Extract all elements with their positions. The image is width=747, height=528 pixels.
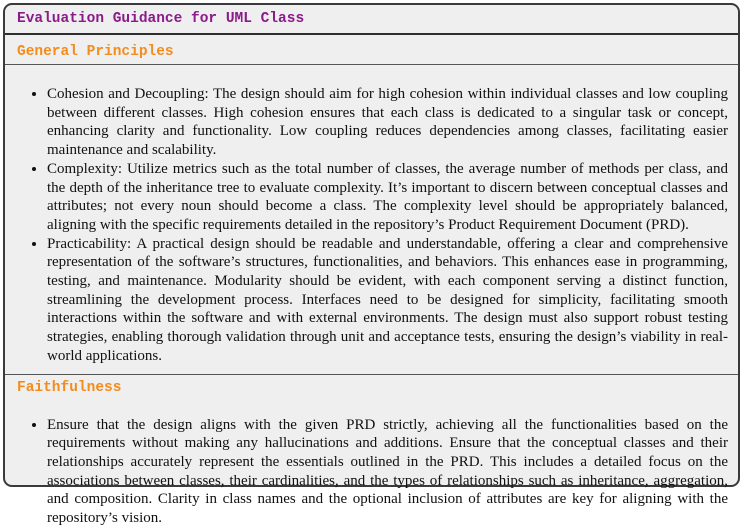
guidance-box (3, 3, 740, 527)
section-divider (5, 374, 738, 375)
box-title: Evaluation Guidance for UML Class (17, 11, 305, 27)
list-item: • Cohesion and Decoupling: The design should aim for high cohesion within individual classes and low coupling between different classes. High cohesion ensures that each class is dedicated to a singular task or concept, enhancing clarity and functionality. Low coupling reduces dependencies among classes, facilitating easier maintenance and scalability. (47, 85, 728, 160)
section-divider (5, 64, 738, 65)
faithfulness-list (5, 416, 738, 528)
list-item: • Practicability: A practical design should be readable and understandable, offering a clear and comprehensive representation of the software’s structures, functionalities, and behaviors. This enhances ease in programming, testing, and maintenance. Modularity should be evident, with each component serving a distinct function, streamlining the development process. Interfaces need to be designed for simplicity, facilitating smooth interactions within the software and with external environments. The design must also support robust testing strategies, enabling thorough validation through unit and acceptance tests, ensuring the design’s viability in real-world applications. (47, 235, 728, 366)
list-item: • Ensure that the design aligns with the given PRD strictly, achieving all the functionalities based on the requirements without making any hallucinations and additions. Ensure that the conceptual classes and their relationships accurately represent the essentials outlined in the PRD. This includes a detailed focus on the associations between classes, their cardinalities, and the types of relationships such as inheritance, aggregation, and composition. Clarity in class names and the optional inclusion of attributes are key for aligning with the repository’s vision. (47, 416, 728, 528)
section-heading-faithfulness: Faithfulness (17, 379, 122, 396)
general-principles-list (5, 85, 738, 366)
title-bar (5, 5, 738, 35)
section-heading-general-principles: General Principles (17, 44, 174, 60)
list-item: • Complexity: Utilize metrics such as the total number of classes, the average number of methods per class, and the depth of the inheritance tree to evaluate complexity. It’s important to discern between conceptual classes and attributes; not every noun should become a class. The complexity level should be appropriately balanced, aligning with the specific requirements detailed in the repository’s Product Requirement Document (PRD). (47, 160, 728, 235)
